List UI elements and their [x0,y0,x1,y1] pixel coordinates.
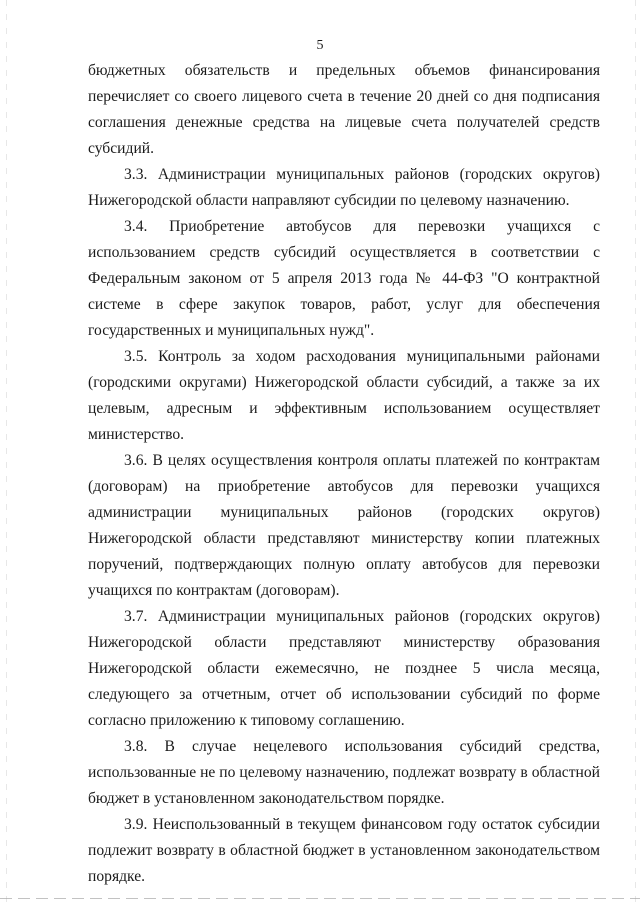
paragraph-3-3: 3.3. Администрации муниципальных районов (городских округов) Нижегородской области направляют субсидии по целевому назначению. [88,166,600,209]
paragraph-3-9: 3.9. Неиспользованный в текущем финансовом году остаток субсидии подлежит возврату в областной бюджет в установленном законодательством порядке. [88,816,600,885]
paragraph-3-5: 3.5. Контроль за ходом расходования муниципальными районами (городскими округами) Нижегородской области субсидий, а также за их целевым, адресным и эффективным использованием осуществляет министерство. [88,348,600,443]
scan-bottom-edge [0,898,640,899]
paragraph-3-8: 3.8. В случае нецелевого использования субсидий средства, использованные не по целевому назначению, подлежат возврату в областной бюджет в установленном законодательством порядке. [88,738,600,807]
scan-edge-left [6,0,7,905]
scan-edge-right [635,0,636,905]
paragraph-3-7: 3.7. Администрации муниципальных районов (городских округов) Нижегородской области представляют министерству образования Нижегородской области ежемесячно, не позднее 5 числа месяца, следующего за отчетным, отчет об использовании субсидий по форме согласно приложению к типовому соглашению. [88,608,600,729]
document-body [88,58,600,890]
paragraph-continuation: бюджетных обязательств и предельных объемов финансирования перечисляет со своего лицевого счета в течение 20 дней со дня подписания соглашения денежные средства на лицевые счета получателей средств субсидий. [88,62,600,157]
paragraph-3-4: 3.4. Приобретение автобусов для перевозки учащихся с использованием средств субсидий осуществляется в соответствии с Федеральным законом от 5 апреля 2013 года № 44-ФЗ "О контрактной системе в сфере закупок товаров, работ, услуг для обеспечения государственных и муниципальных нужд". [88,218,600,339]
paragraph-3-6: 3.6. В целях осуществления контроля оплаты платежей по контрактам (договорам) на приобретение автобусов для перевозки учащихся администрации муниципальных районов (городских округов) Нижегородской области представляют министерству копии платежных поручений, подтверждающих полную оплату автобусов для перевозки учащихся по контрактам (договорам). [88,452,600,599]
page-number: 5 [316,38,324,53]
